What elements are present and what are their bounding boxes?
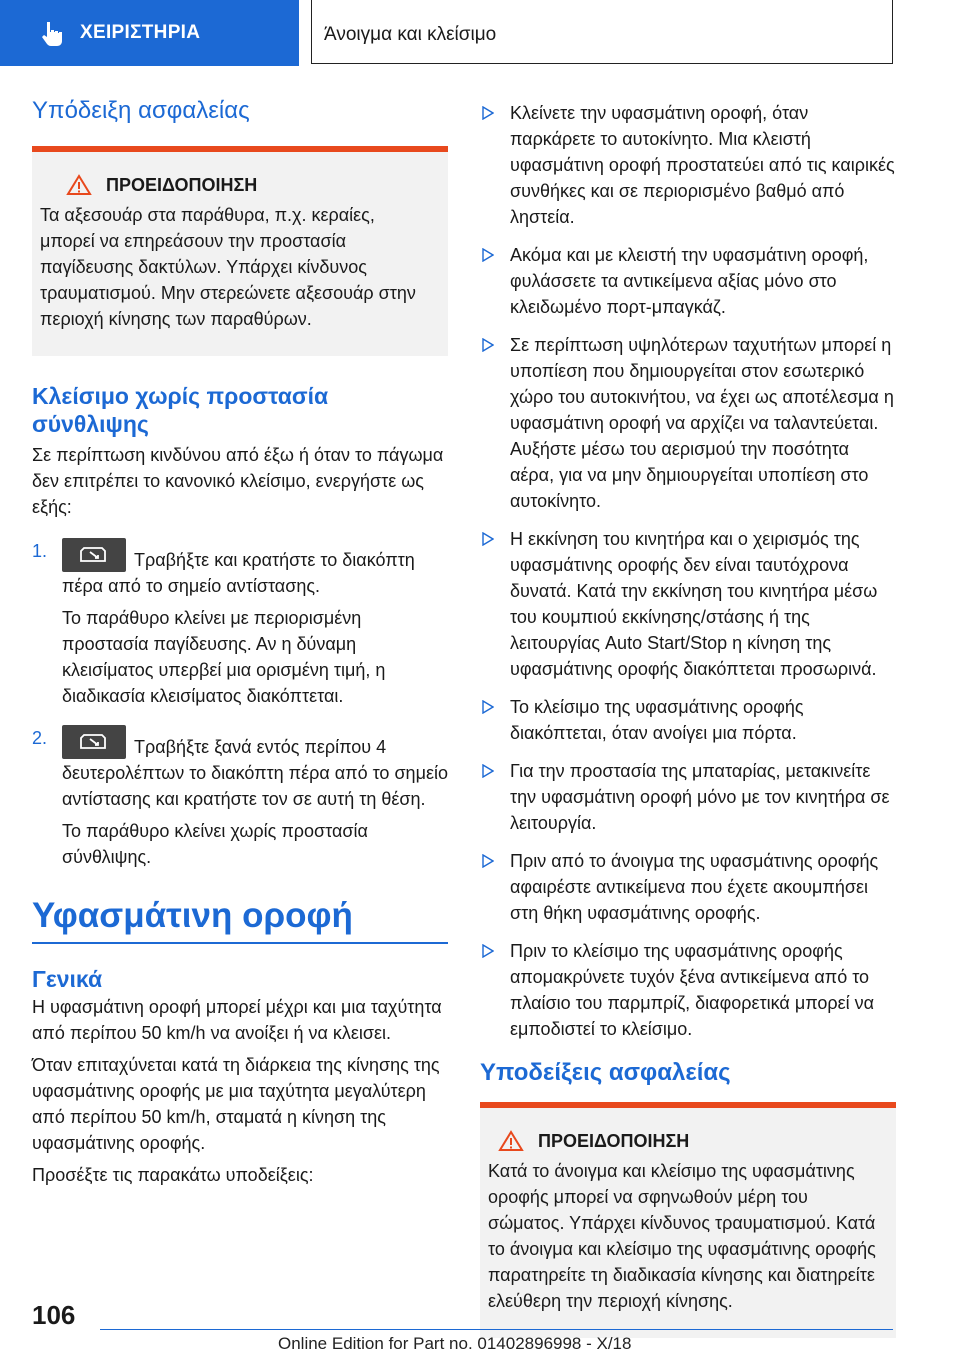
page-header bbox=[0, 0, 960, 66]
step-number: 1. bbox=[32, 541, 48, 561]
bullet-item bbox=[480, 694, 896, 746]
warning-title: ΠΡΟΕΙΔΟΠΟΙΗΣΗ bbox=[538, 1130, 690, 1151]
triangle-bullet-icon bbox=[482, 944, 494, 958]
bullet-text: Κλείνετε την υφασμάτινη οροφή, όταν παρκάρετε το αυτοκίνητο. Μια κλειστή υφασμάτινη οροφή προστατεύει από τις καιρικές συνθήκες και σε περιορισμένο βαθμό από ληστεία. bbox=[510, 103, 895, 227]
footer-rule bbox=[100, 1329, 893, 1330]
triangle-bullet-icon bbox=[482, 532, 494, 546]
window-switch-icon bbox=[62, 538, 126, 572]
hand-pointer-icon bbox=[38, 19, 66, 47]
warning-triangle-icon bbox=[66, 174, 92, 196]
bullet-item bbox=[480, 758, 896, 836]
triangle-bullet-icon bbox=[482, 700, 494, 714]
warning-box-2 bbox=[480, 1102, 896, 1338]
bullet-item bbox=[480, 100, 896, 230]
window-switch-icon bbox=[62, 725, 126, 759]
general-paragraph-3: Προσέξτε τις παρακάτω υποδείξεις: bbox=[32, 1164, 314, 1185]
step-detail: Το παράθυρο κλείνει χωρίς προστασία σύνθλιψης. bbox=[62, 821, 368, 867]
warning-triangle-icon bbox=[498, 1130, 524, 1152]
step-detail: Το παράθυρο κλείνει με περιορισμένη προστασία παγίδευσης. Αν η δύναμη κλεισίματος υπερβεί μια ορισμένη τιμή, η διαδικασία κλεισίματος διακόπτεται. bbox=[62, 608, 386, 706]
heading-safety: Υπόδειξη ασφαλείας bbox=[32, 97, 250, 124]
step-text: Τραβήξτε και κρατήστε το διακόπτη πέρα από το σημείο αντίστασης. bbox=[62, 550, 415, 596]
bullet-item bbox=[480, 848, 896, 926]
heading-fabric-roof: Υφασμάτινη οροφή bbox=[32, 896, 353, 935]
bullet-text: Πριν το κλείσιμο της υφασμάτινης οροφής απομακρύνετε τυχόν ξένα αντικείμενα από το πλαίσιο του παρμπρίζ, διαφορετικά μπορεί να εμποδιστεί το κλείσιμο. bbox=[510, 941, 875, 1039]
step-text: Τραβήξτε ξανά εντός περίπου 4 δευτερολέπτων το διακόπτη πέρα από το σημείο αντίστασης και κρατήστε τον σε αυτή τη θέση. bbox=[62, 737, 448, 809]
heading-general: Γενικά bbox=[32, 965, 103, 992]
close-intro: Σε περίπτωση κινδύνου από έξω ή όταν το πάγωμα δεν επιτρέπει το κανονικό κλείσιμο, ενεργήστε ως εξής: bbox=[32, 445, 444, 517]
step-number: 2. bbox=[32, 728, 48, 748]
bullet-text: Η εκκίνηση του κινητήρα και ο χειρισμός της υφασμάτινης οροφής δεν είναι ταυτόχρονα δυνατά. Κατά την εκκίνηση του κινητήρα μέσω του κουμπιού εκκίνησης/στάσης ή της λειτουργίας Auto Start/Stop η κίνηση της υφασμάτινης οροφής διακόπτεται προσωρινά. bbox=[510, 529, 878, 679]
heading-safety-notes: Υποδείξεις ασφαλείας bbox=[480, 1059, 731, 1086]
step-1 bbox=[32, 538, 448, 709]
bullet-item bbox=[480, 526, 896, 682]
bullet-item bbox=[480, 938, 896, 1042]
triangle-bullet-icon bbox=[482, 338, 494, 352]
triangle-bullet-icon bbox=[482, 248, 494, 262]
bullet-text: Για την προστασία της μπαταρίας, μετακινείτε την υφασμάτινη οροφή μόνο με τον κινητήρα σε λειτουργία. bbox=[510, 761, 890, 833]
bullet-text: Πριν από το άνοιγμα της υφασμάτινης οροφής αφαιρέστε αντικείμενα που έχετε ακουμπήσει στη θήκη υφασμάτινης οροφής. bbox=[510, 851, 879, 923]
warning-text: Κατά το άνοιγμα και κλείσιμο της υφασμάτινης οροφής μπορεί να σφηνωθούν μέρη του σώματος. Υπάρχει κίνδυνος τραυματισμού. Κατά το άνοιγμα και κλείσιμο της υφασμάτινης οροφής παρατηρείτε τη διαδικασία κίνησης και διατηρείτε ελεύθερη την περιοχή κίνησης. bbox=[488, 1161, 876, 1311]
right-column bbox=[480, 100, 896, 1338]
page-number: 106 bbox=[32, 1300, 76, 1330]
triangle-bullet-icon bbox=[482, 764, 494, 778]
triangle-bullet-icon bbox=[482, 106, 494, 120]
warning-text: Τα αξεσουάρ στα παράθυρα, π.χ. κεραίες, μπορεί να επηρεάσουν την προστασία παγίδευσης δακτύλων. Υπάρχει κίνδυνος τραυματισμού. Μην στερεώνετε αξεσουάρ στην περιοχή κίνησης των παραθύρων. bbox=[40, 205, 416, 329]
bullet-list bbox=[480, 100, 896, 1042]
general-paragraph-1: Η υφασμάτινη οροφή μπορεί μέχρι και μια ταχύτητα από περίπου 50 km/h να ανοίξει ή να κλεισει. bbox=[32, 996, 442, 1043]
chapter-title: Άνοιγμα και κλείσιμο bbox=[311, 0, 893, 64]
bullet-text: Το κλείσιμο της υφασμάτινης οροφής διακόπτεται, όταν ανοίγει μια πόρτα. bbox=[510, 697, 804, 743]
triangle-bullet-icon bbox=[482, 854, 494, 868]
bullet-item bbox=[480, 332, 896, 514]
general-paragraph-2: Όταν επιταχύνεται κατά τη διάρκεια της κίνησης της υφασμάτινης οροφής με μια ταχύτητα μεγαλύτερη από περίπου 50 km/h, σταματά η κίνηση της υφασμάτινης οροφής. bbox=[32, 1054, 440, 1153]
bullet-item bbox=[480, 242, 896, 320]
section-label: ΧΕΙΡΙΣΤΗΡΙΑ bbox=[80, 22, 201, 43]
bullet-text: Σε περίπτωση υψηλότερων ταχυτήτων μπορεί η υποπίεση που δημιουργείται στον εσωτερικό χώρο του αυτοκινήτου, να έχει ως αποτέλεσμα η υφασμάτινη οροφή να αρχίζει να ταλαντεύεται. Αυξήστε μέσω του αερισμού την ποσότητα αέρα, για να μην δημιουργείται υποπίεση στο αυτοκίνητο. bbox=[510, 335, 894, 511]
edition-note: Online Edition for Part no. 01402896998 - X/18 bbox=[278, 1334, 632, 1353]
warning-title: ΠΡΟΕΙΔΟΠΟΙΗΣΗ bbox=[106, 174, 258, 195]
heading-close-no-protection: Κλείσιμο χωρίς προστασία σύνθλιψης bbox=[32, 383, 329, 437]
warning-box-1 bbox=[32, 146, 448, 356]
left-column bbox=[32, 96, 448, 1188]
step-2 bbox=[32, 725, 448, 870]
bullet-text: Ακόμα και με κλειστή την υφασμάτινη οροφή, φυλάσσετε τα αντικείμενα αξίας μόνο στο κλειδωμένο πορτ-μπαγκάζ. bbox=[510, 245, 869, 317]
section-tab[interactable] bbox=[0, 0, 299, 66]
